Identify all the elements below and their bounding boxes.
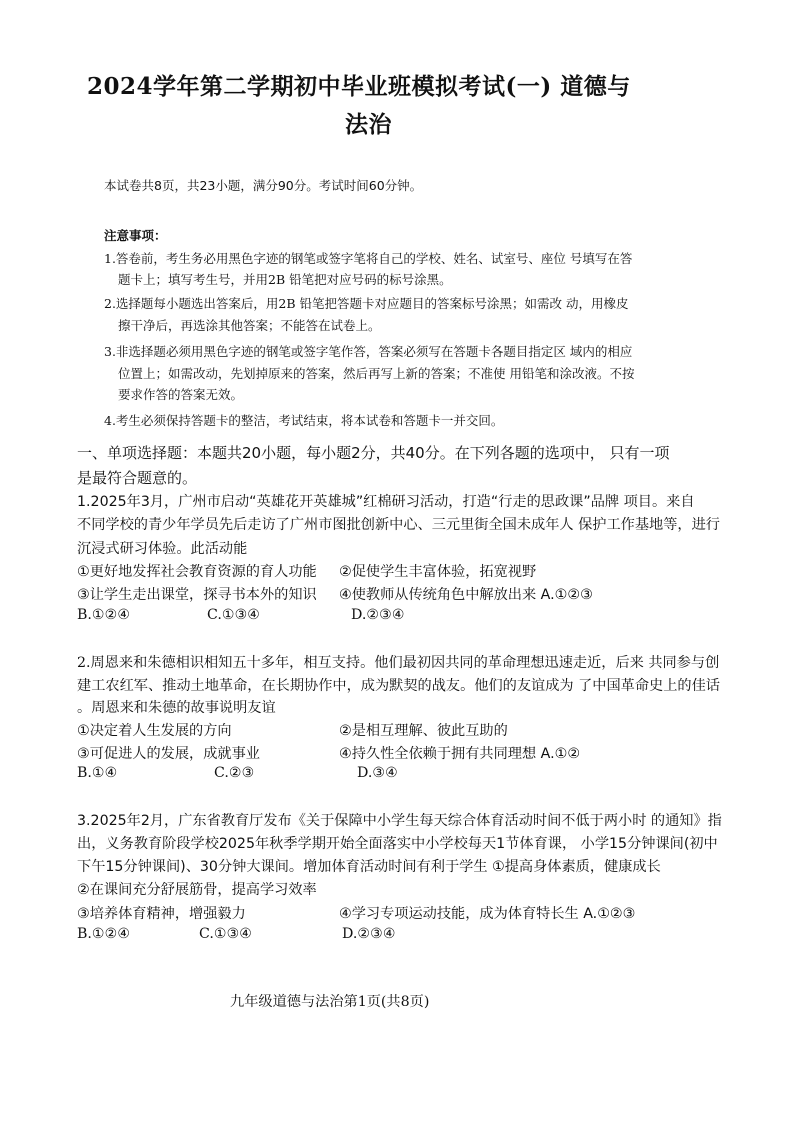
q2-stem-line-2: 建工农红军、推动土地革命，在长期协作中，成为默契的战友。他们的友谊成为 了中国革命史上的佳话 [77, 678, 720, 694]
q3-option-4: ④学习专项运动技能，成为体育特长生 A.①②③ [339, 906, 636, 922]
q2-choice-d: D.③④ [357, 765, 398, 781]
q3-stem-line-3: 下午15分钟课间)、30分钟大课间。增加体育活动时间有利于学生 ①提高身体素质，健康成长 [77, 859, 661, 875]
notice-item-2-line-2: 擦干净后，再选涂其他答案；不能答在试卷上。 [118, 318, 381, 333]
q1-option-3: ③让学生走出课堂，探寻书本外的知识 [77, 587, 317, 603]
q3-stem-line-2: 出，义务教育阶段学校2025年秋季学期开始全面落实中小学校每天1节体育课， 小学15分钟课间(初中 [77, 836, 718, 852]
notice-item-3-line-3: 要求作答的答案无效。 [118, 387, 244, 402]
q1-choice-d: D.②③④ [351, 607, 405, 623]
notice-item-4-line-1: 4.考生必须保持答题卡的整洁，考试结束，将本试卷和答题卡一并交回。 [104, 413, 504, 428]
q2-choice-c: C.②③ [214, 765, 255, 781]
q1-option-1: ①更好地发挥社会教育资源的育人功能 [77, 564, 317, 580]
exam-title-line-1: 2024学年第二学期初中毕业班模拟考试(一) 道德与 [87, 73, 631, 100]
notice-heading: 注意事项： [104, 228, 167, 243]
section-1-heading-line-1: 一、单项选择题：本题共20小题，每小题2分，共40分。在下列各题的选项中， 只有一项 [77, 444, 670, 462]
q1-stem-line-3: 沉浸式研习体验。此活动能 [77, 541, 248, 557]
page-footer: 九年级道德与法治第1页(共8页) [230, 994, 430, 1010]
q3-stem-line-1: 3.2025年2月，广东省教育厅发布《关于保障中小学生每天综合体育活动时间不低于两小时 的通知》指 [77, 813, 722, 829]
exam-title-line-2: 法治 [345, 111, 392, 138]
notice-item-1-line-1: 1.答卷前，考生务必用黑色字迹的钢笔或签字笔将自己的学校、姓名、试室号、座位 号填写在答 [104, 251, 633, 266]
q1-choice-b: B.①②④ [77, 607, 131, 623]
exam-intro: 本试卷共8页，共23小题，满分90分。考试时间60分钟。 [104, 178, 423, 193]
q1-stem-line-2: 不同学校的青少年学员先后走访了广州市图批创新中心、三元里街全国未成年人 保护工作基地等，进行 [77, 517, 720, 533]
q1-option-2: ②促使学生丰富体验，拓宽视野 [339, 564, 537, 580]
q2-option-2: ②是相互理解、彼此互助的 [339, 723, 508, 739]
notice-item-2-line-1: 2.选择题每小题选出答案后，用2B 铅笔把答题卡对应题目的答案标号涂黑；如需改 动，用橡皮 [104, 296, 629, 311]
section-1-heading-line-2: 是最符合题意的。 [77, 469, 198, 487]
q3-choice-d: D.②③④ [342, 926, 396, 942]
q3-choice-b: B.①②④ [77, 926, 131, 942]
notice-item-3-line-1: 3.非选择题必须用黑色字迹的钢笔或签字笔作答，答案必须写在答题卡各题目指定区 域内的相应 [104, 344, 633, 359]
q2-option-3: ③可促进人的发展，成就事业 [77, 746, 260, 762]
q2-option-4: ④持久性全依赖于拥有共同理想 A.①② [339, 746, 581, 762]
q1-choice-c: C.①③④ [207, 607, 261, 623]
notice-item-3-line-2: 位置上；如需改动，先划掉原来的答案，然后再写上新的答案；不准使 用铅笔和涂改液。不按 [118, 366, 635, 381]
q3-stem-line-4: ②在课间充分舒展筋骨，提高学习效率 [77, 882, 317, 898]
notice-item-1-line-2: 题卡上；填写考生号，并用2B 铅笔把对应号码的标号涂黑。 [118, 272, 452, 287]
q3-choice-c: C.①③④ [199, 926, 253, 942]
q2-choice-b: B.①④ [77, 765, 118, 781]
q3-option-3: ③培养体育精神，增强毅力 [77, 906, 246, 922]
q2-stem-line-1: 2.周恩来和朱德相识相知五十多年，相互支持。他们最初因共同的革命理想迅速走近，后来 共同参与创 [77, 655, 720, 671]
q1-stem-line-1: 1.2025年3月，广州市启动“英雄花开英雄城”红棉研习活动，打造“行走的思政课”品牌 项目。来自 [77, 494, 695, 510]
q2-option-1: ①决定着人生发展的方向 [77, 723, 232, 739]
q2-stem-line-3: 。周恩来和朱德的故事说明友谊 [77, 700, 276, 716]
q1-option-4: ④使教师从传统角色中解放出来 A.①②③ [339, 587, 593, 603]
